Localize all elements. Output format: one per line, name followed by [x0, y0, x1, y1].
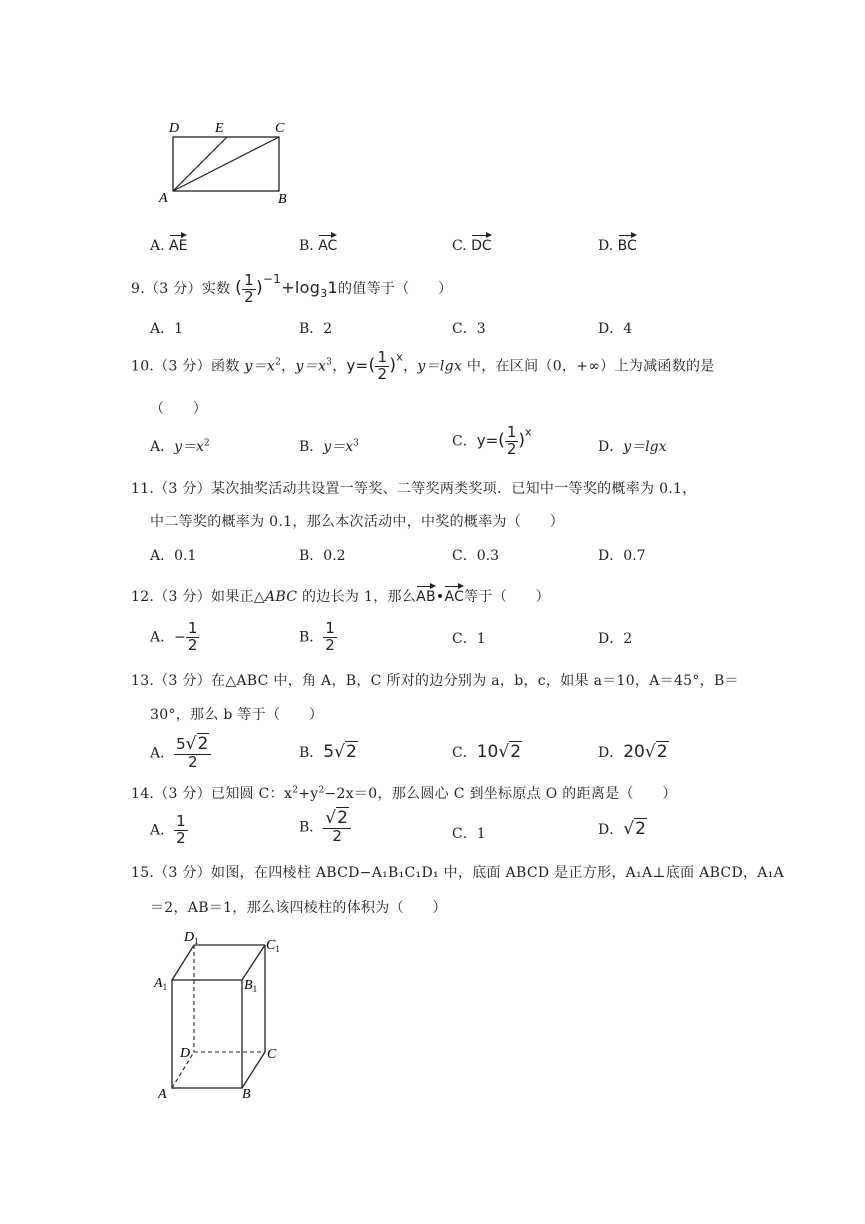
prism-figure	[150, 925, 300, 1105]
q8-option-b[interactable]: B. AC	[299, 233, 337, 254]
fraction-one-half: $\frac{1}{2}$	[377, 348, 388, 383]
sqrt-icon: √2	[644, 742, 668, 762]
label-c: C	[267, 1047, 277, 1062]
q10-option-b[interactable]: B．$y=x^3$	[299, 438, 359, 455]
fraction-five-root-two-over-two: $\frac{5√2}{2}$	[174, 736, 211, 771]
label-e: E	[215, 121, 224, 136]
q9-option-c[interactable]: C．3	[452, 321, 486, 337]
q14-option-d[interactable]: D．√2	[598, 819, 646, 839]
q14-stem: 14.（3 分）已知圆 C：$x^2+y^2-2x=0$，那么圆心 C 到坐标原点 O 的距离是（ ）	[131, 785, 677, 802]
label-d: D	[169, 121, 180, 136]
q12-option-d[interactable]: D．2	[598, 631, 633, 647]
fraction-one-half: $\frac{1}{2}$	[244, 270, 254, 306]
q9-stem: 9.（3 分）实数 ( $\frac{1}{2}$ )$^{-1}+\log_31$的值等于（ ）	[131, 270, 453, 306]
q13-stem-line2: 30°，那么 b 等于（ ）	[150, 707, 324, 723]
label-c1: $C_1$	[266, 938, 280, 954]
q10-option-a[interactable]: A．$y=x^2$	[150, 438, 210, 455]
q10-answer-paren: （ ）	[150, 401, 208, 417]
q14-option-a[interactable]: A． $\frac{1}{2}$	[150, 812, 186, 847]
q9-option-a[interactable]: A．1	[150, 321, 184, 337]
q10-option-c[interactable]: C．y=( $\frac{1}{2}$ )$^x$	[452, 423, 532, 458]
q13-option-b[interactable]: B．5√2	[299, 742, 357, 762]
q11-stem-line1: 11.（3 分）某次抽奖活动共设置一等奖、二等奖两类奖项．已知中一等奖的概率为 0.1，	[131, 481, 697, 497]
sqrt-icon: √2	[185, 734, 209, 754]
vector-ae: AE	[169, 233, 187, 254]
q15-stem-line2: ＝2，AB＝1，那么该四棱柱的体积为（ ）	[150, 900, 447, 916]
label-a1: $A_1$	[154, 976, 168, 992]
q11-option-b[interactable]: B．0.2	[299, 548, 346, 564]
fraction-one-half: $\frac{1}{2}$	[187, 619, 198, 654]
q12-option-c[interactable]: C．1	[452, 631, 486, 647]
q8-option-d[interactable]: D. BC	[598, 233, 637, 254]
rectangle-figure	[155, 115, 305, 210]
q13-option-a[interactable]: A． $\frac{5√2}{2}$	[150, 736, 211, 771]
sqrt-icon: √2	[498, 742, 522, 762]
vector-dc: DC	[471, 233, 492, 254]
label-d1: $D_1$	[184, 930, 199, 946]
label-b: B	[278, 192, 287, 207]
label-b: B	[242, 1087, 251, 1102]
q14-option-b[interactable]: B． $\frac{√2}{2}$	[299, 810, 351, 845]
label-a: A	[158, 1087, 167, 1102]
fraction-one-half: $\frac{1}{2}$	[506, 423, 517, 458]
fraction-root-two-over-two: $\frac{√2}{2}$	[323, 810, 351, 845]
q11-option-c[interactable]: C．0.3	[452, 548, 499, 564]
q12-option-a[interactable]: A．− $\frac{1}{2}$	[150, 619, 198, 654]
vector-ac: AC	[318, 233, 337, 254]
q14-option-c[interactable]: C．1	[452, 826, 486, 842]
q9-option-b[interactable]: B．2	[299, 321, 333, 337]
label-b1: $B_1$	[244, 978, 258, 994]
sqrt-icon: √2	[325, 808, 348, 828]
q11-option-d[interactable]: D．0.7	[598, 548, 646, 564]
q13-stem-line1: 13.（3 分）在△ABC 中，角 A，B，C 所对的边分别为 a，b，c，如果 a＝10，A＝45°，B＝	[131, 673, 739, 689]
q13-option-d[interactable]: D．20√2	[598, 742, 668, 762]
label-a: A	[159, 191, 168, 206]
label-c: C	[275, 121, 285, 136]
fraction-one-half: $\frac{1}{2}$	[325, 619, 335, 654]
q12-stem: 12.（3 分）如果正△ABC 的边长为 1，那么AB•AC等于（ ）	[131, 584, 550, 606]
sqrt-icon: √2	[334, 742, 357, 762]
vector-ac: AC	[444, 584, 464, 605]
q10-option-d[interactable]: D．y＝lgx	[598, 439, 667, 455]
q13-option-c[interactable]: C．10√2	[452, 742, 522, 762]
sqrt-icon: √2	[623, 819, 646, 839]
q8-option-c[interactable]: C. DC	[452, 233, 492, 254]
fraction-one-half: $\frac{1}{2}$	[176, 812, 186, 847]
q15-stem-line1: 15.（3 分）如图，在四棱柱 ABCD−A₁B₁C₁D₁ 中，底面 ABCD 是正方形，A₁A⊥底面 ABCD，A₁A	[131, 865, 785, 881]
vector-ab: AB	[416, 584, 436, 605]
q9-option-d[interactable]: D．4	[598, 321, 633, 337]
vector-bc: BC	[618, 233, 637, 254]
q8-option-a[interactable]: A. AE	[150, 233, 187, 254]
q10-stem: 10.（3 分）函数 $y=x^2$，$y=x^3$，y=( $\frac{1}{2}$ )$^x$，y＝lgx 中，在区间（0，+∞）上为减函数的是	[131, 348, 715, 383]
q11-option-a[interactable]: A．0.1	[150, 548, 197, 564]
q11-stem-line2: 中二等奖的概率为 0.1，那么本次活动中，中奖的概率为（ ）	[150, 514, 565, 530]
label-d: D	[180, 1046, 191, 1061]
q12-option-b[interactable]: B． $\frac{1}{2}$	[299, 619, 335, 654]
